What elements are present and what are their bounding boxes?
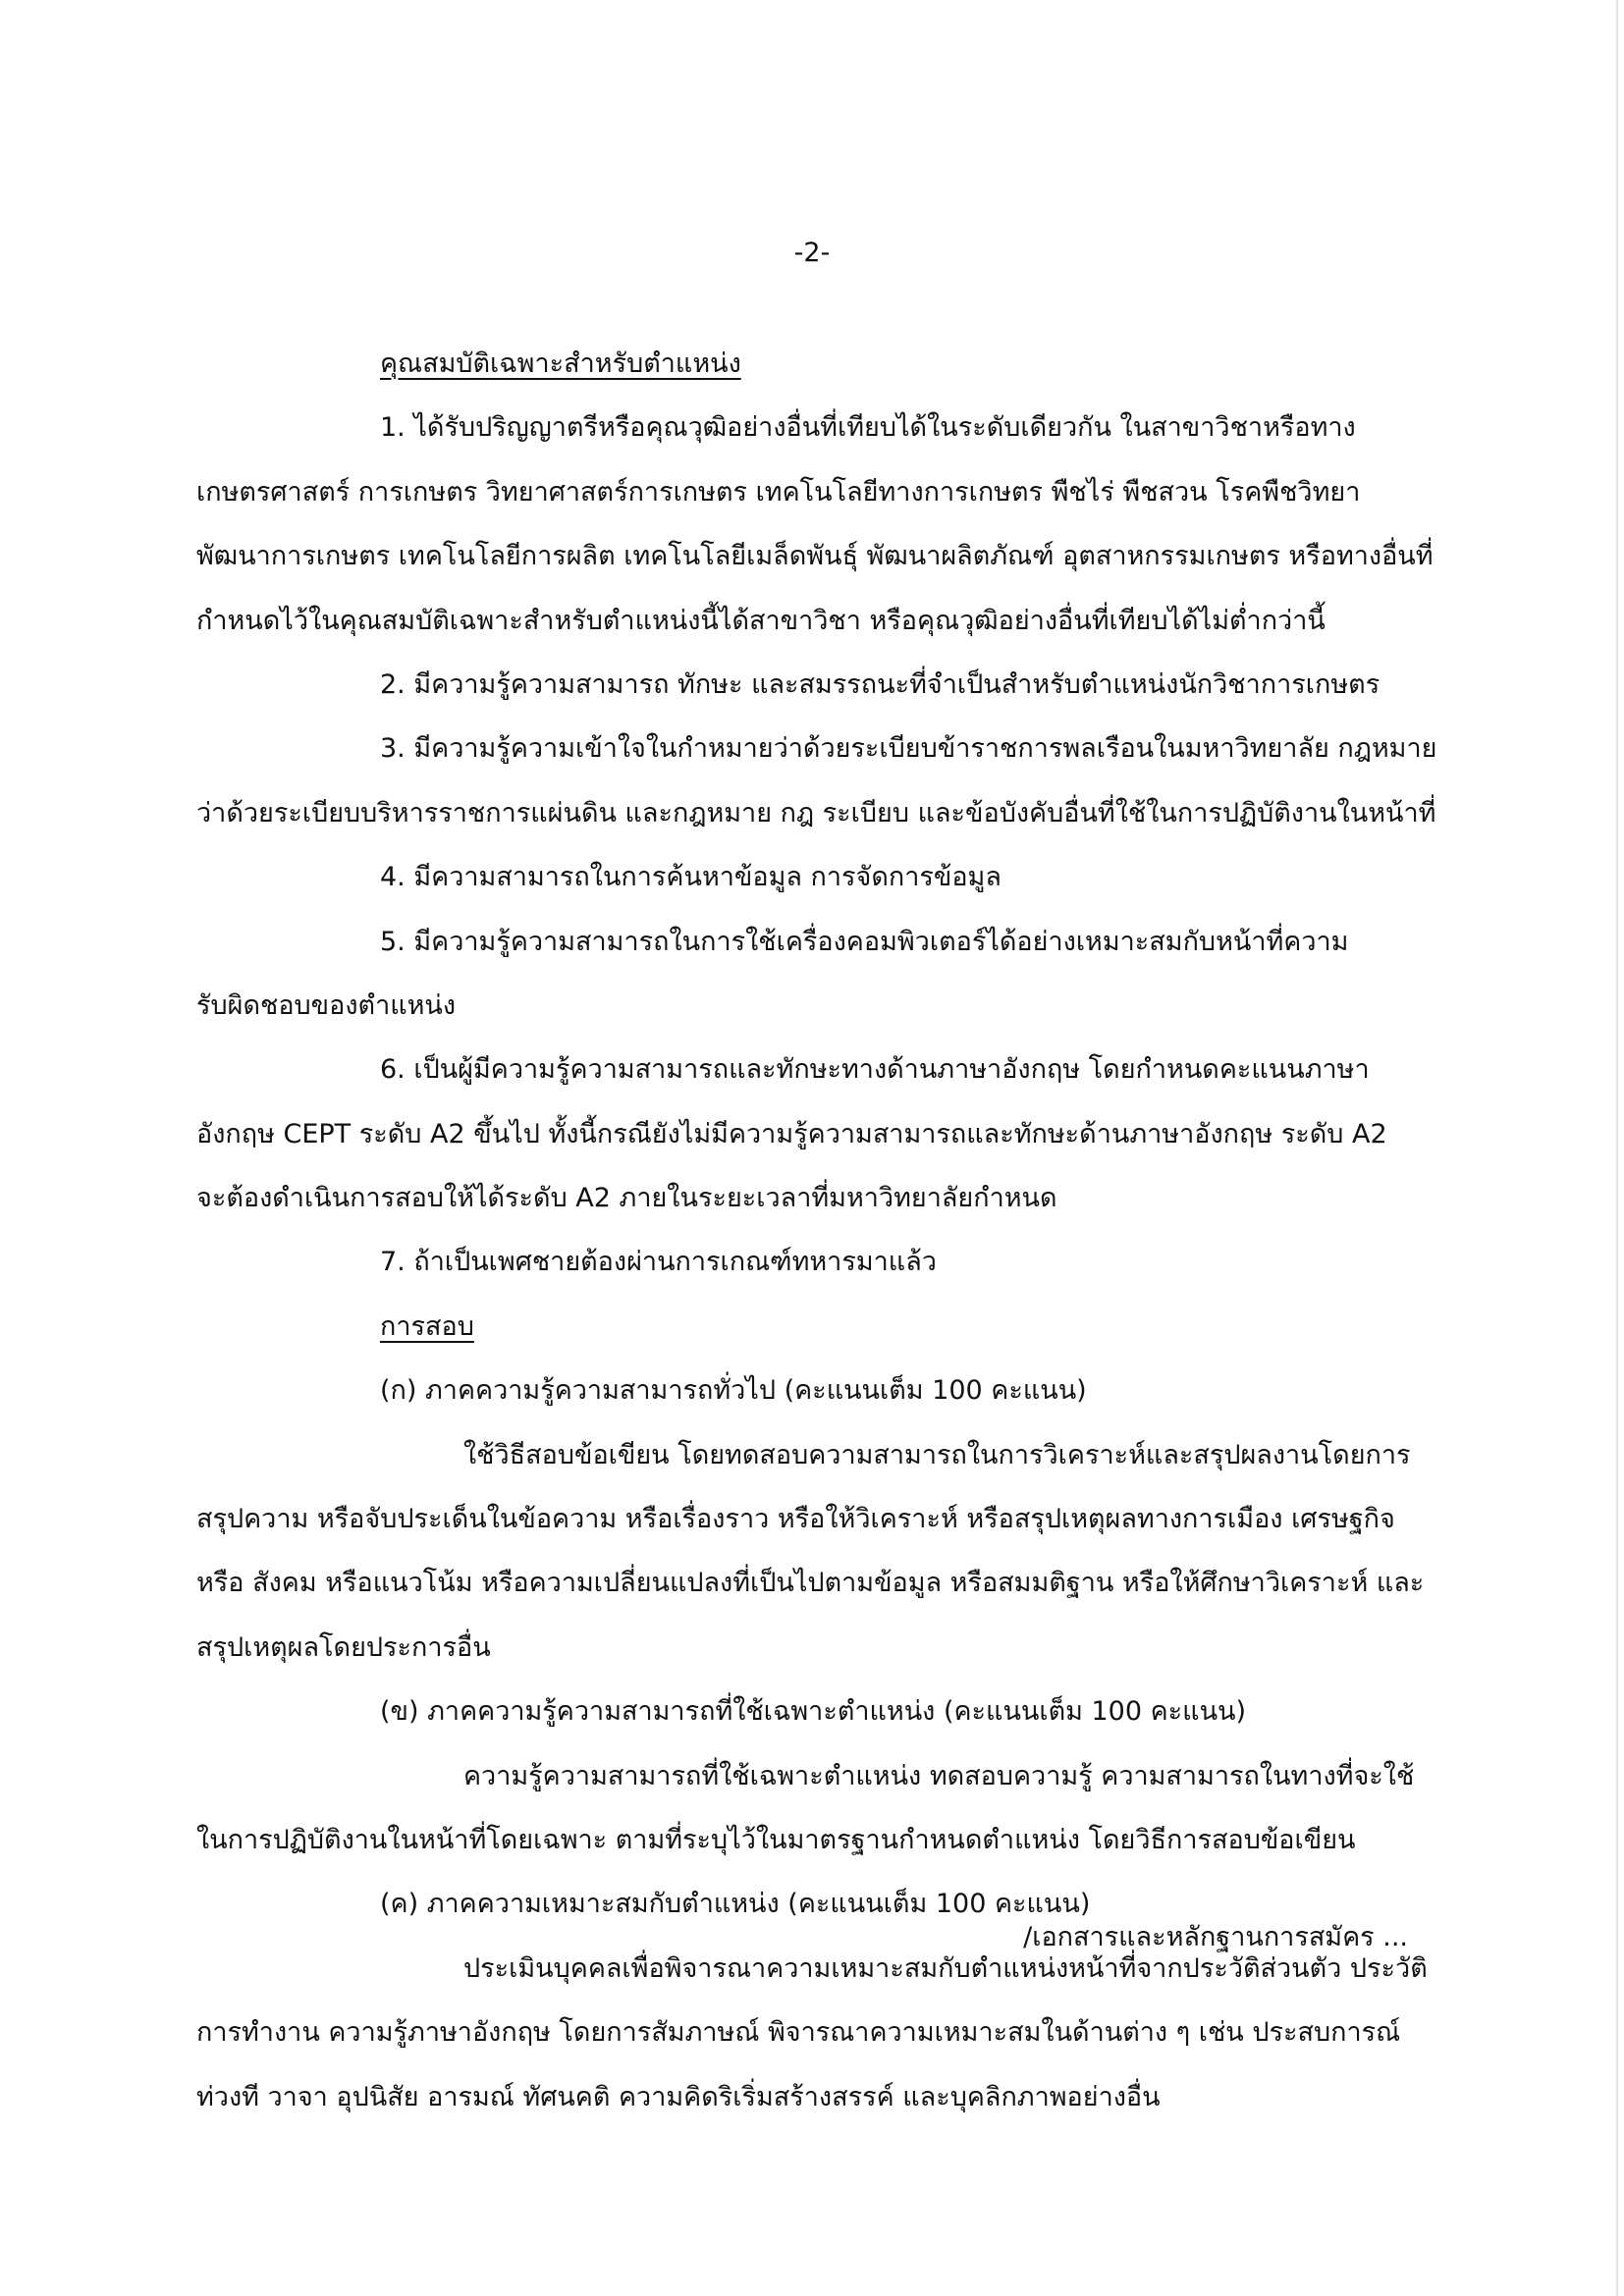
qualification-1-cont: พัฒนาการเกษตร เทคโนโลยีการผลิต เทคโนโลยีเมล็ดพันธุ์ พัฒนาผลิตภัณฑ์ อุตสาหกรรมเกษตร หรือทางอื่นที่ (196, 541, 1434, 572)
qualification-6-cont: จะต้องดำเนินการสอบให้ได้ระดับ A2 ภายในระยะเวลาที่มหาวิทยาลัยกำหนด (196, 1183, 1057, 1214)
exam-part-c-description-cont: การทำงาน ความรู้ภาษาอังกฤษ โดยการสัมภาษณ์ พิจารณาความเหมาะสมในด้านต่าง ๆ เช่น ประสบการณ์ (196, 2017, 1401, 2049)
exam-part-b-description-cont: ในการปฏิบัติงานในหน้าที่โดยเฉพาะ ตามที่ระบุไว้ในมาตรฐานกำหนดตำแหน่ง โดยวิธีการสอบข้อเขียน (196, 1824, 1356, 1855)
exam-part-c-description: ประเมินบุคคลเพื่อพิจารณาความเหมาะสมกับตำแหน่งหน้าที่จากประวัติส่วนตัว ประวัติ (463, 1952, 1428, 1984)
qualification-3-cont: ว่าด้วยระเบียบบริหารราชการแผ่นดิน และกฎหมาย กฎ ระเบียบ และข้อบังคับอื่นที่ใช้ในการปฏิบัติงานในหน้าที่ (196, 797, 1436, 828)
qualification-1-cont: กำหนดไว้ในคุณสมบัติเฉพาะสำหรับตำแหน่งนี้ได้สาขาวิชา หรือคุณวุฒิอย่างอื่นที่เทียบได้ไม่ต่ำกว่านี้ (196, 605, 1326, 636)
qualifications-heading: คุณสมบัติเฉพาะสำหรับตำแหน่ง (380, 348, 741, 379)
exam-part-a-description-cont: หรือ สังคม หรือแนวโน้ม หรือความเปลี่ยนแปลงที่เป็นไปตามข้อมูล หรือสมมติฐาน หรือให้ศึกษาวิเคราะห์ และ (196, 1568, 1425, 1599)
qualification-7: 7. ถ้าเป็นเพศชายต้องผ่านการเกณฑ์ทหารมาแล้ว (380, 1247, 937, 1278)
qualification-4: 4. มีความสามารถในการค้นหาข้อมูล การจัดการข้อมูล (380, 862, 1001, 893)
qualification-6-cont: อังกฤษ CEPT ระดับ A2 ขึ้นไป ทั้งนี้กรณียังไม่มีความรู้ความสามารถและทักษะด้านภาษาอังกฤษ ระดับ A2 (196, 1118, 1387, 1149)
qualification-5: 5. มีความรู้ความสามารถในการใช้เครื่องคอมพิวเตอร์ได้อย่างเหมาะสมกับหน้าที่ความ (380, 926, 1349, 957)
qualification-2: 2. มีความรู้ความสามารถ ทักษะ และสมรรถนะที่จำเป็นสำหรับตำแหน่งนักวิชาการเกษตร (380, 668, 1380, 700)
qualification-5-cont: รับผิดชอบของตำแหน่ง (196, 989, 457, 1021)
page-number: -2- (793, 238, 831, 268)
exam-heading: การสอบ (380, 1310, 474, 1342)
exam-part-c-description-cont: ท่วงที วาจา อุปนิสัย อารมณ์ ทัศนคติ ความคิดริเริ่มสร้างสรรค์ และบุคลิกภาพอย่างอื่น (196, 2081, 1161, 2112)
exam-part-b-description: ความรู้ความสามารถที่ใช้เฉพาะตำแหน่ง ทดสอบความรู้ ความสามารถในทางที่จะใช้ (463, 1760, 1415, 1791)
qualification-6: 6. เป็นผู้มีความรู้ความสามารถและทักษะทางด้านภาษาอังกฤษ โดยกำหนดคะแนนภาษา (380, 1054, 1370, 1086)
document-body (196, 332, 1437, 2129)
exam-part-c-title: (ค) ภาคความเหมาะสมกับตำแหน่ง (คะแนนเต็ม 100 คะแนน) (380, 1889, 1091, 1920)
exam-part-a-description-cont: สรุปเหตุผลโดยประการอื่น (196, 1631, 491, 1663)
exam-part-a-description: ใช้วิธีสอบข้อเขียน โดยทดสอบความสามารถในการวิเคราะห์และสรุปผลงานโดยการ (463, 1439, 1411, 1470)
qualification-1: 1. ได้รับปริญญาตรีหรือคุณวุฒิอย่างอื่นที่เทียบได้ในระดับเดียวกัน ในสาขาวิชาหรือทาง (380, 412, 1356, 444)
continuation-note: /เอกสารและหลักฐานการสมัคร ... (1023, 1922, 1408, 1952)
exam-part-a-description-cont: สรุปความ หรือจับประเด็นในข้อความ หรือเรื่องราว หรือให้วิเคราะห์ หรือสรุปเหตุผลทางการเมือง เศรษฐกิจ (196, 1504, 1395, 1535)
scan-edge-line (1616, 0, 1618, 2296)
exam-part-a-title: (ก) ภาคความรู้ความสามารถทั่วไป (คะแนนเต็ม 100 คะแนน) (380, 1375, 1087, 1407)
exam-part-b-title: (ข) ภาคความรู้ความสามารถที่ใช้เฉพาะตำแหน่ง (คะแนนเต็ม 100 คะแนน) (380, 1696, 1247, 1728)
qualification-3: 3. มีความรู้ความเข้าใจในกำหมายว่าด้วยระเบียบข้าราชการพลเรือนในมหาวิทยาลัย กฎหมาย (380, 733, 1437, 765)
qualification-1-cont: เกษตรศาสตร์ การเกษตร วิทยาศาสตร์การเกษตร เทคโนโลยีทางการเกษตร พืชไร่ พืชสวน โรคพืชวิทยา (196, 476, 1361, 507)
